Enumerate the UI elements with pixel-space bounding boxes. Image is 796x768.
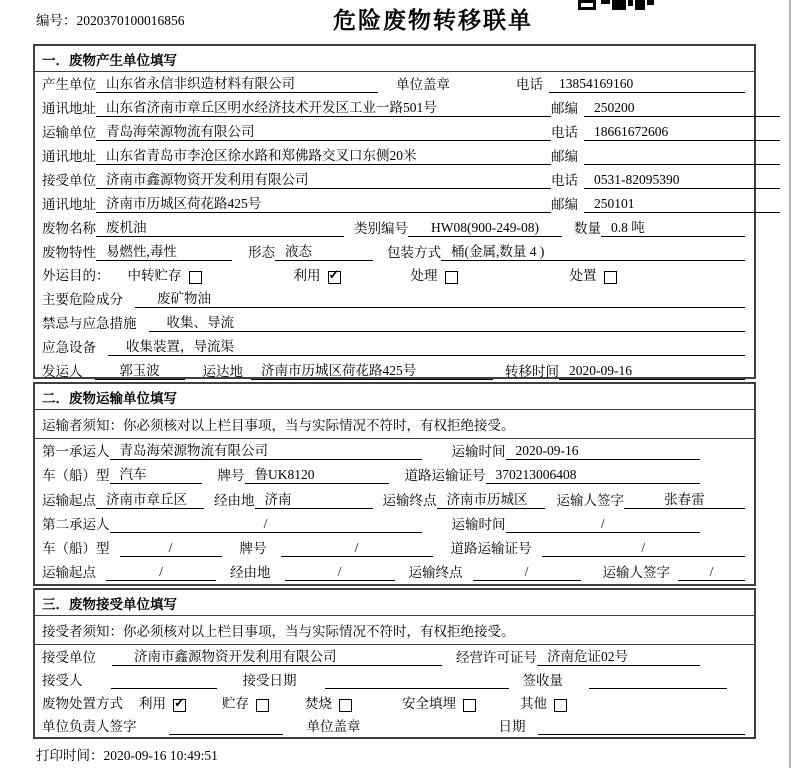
receive-person-label: 接受人: [42, 673, 83, 688]
row-shipper: [35, 359, 754, 383]
origin1-label: 运输起点: [42, 492, 96, 508]
purpose-option-label: 处置: [569, 268, 597, 283]
row-vehicle1: [35, 463, 754, 487]
disposal-option-label: 利用: [139, 696, 166, 711]
receive-date-value: [325, 673, 509, 689]
row-route2: [35, 560, 754, 584]
via2-value: /: [285, 564, 395, 581]
plate1-label: 牌号: [217, 468, 245, 484]
via2-label: 经由地: [230, 565, 271, 581]
hazard-value: 废矿物油: [135, 287, 745, 308]
print-time: [36, 744, 218, 764]
checkbox-disposal-landfill-icon: [463, 699, 476, 712]
form-value: 液态: [275, 240, 373, 261]
plate1-value: 鲁UK8120: [245, 463, 389, 484]
transporter-label: 运输单位: [42, 125, 96, 140]
receive-person-value: [111, 673, 217, 689]
purpose-option-utilize: [294, 264, 341, 284]
time1-label: 运输时间: [451, 444, 506, 460]
row-receive-person: [35, 669, 754, 692]
pack-label: 包装方式: [387, 245, 441, 260]
row-waste-name: [35, 216, 754, 240]
disposal-option-storage: [222, 692, 269, 712]
vehicle2-label: 车（船）型: [42, 540, 110, 556]
print-time-label: 打印时间：: [36, 748, 104, 763]
equip-label: 应急设备: [42, 340, 96, 355]
business-permit-value: 济南危证02号: [537, 645, 700, 666]
addr1-value: 山东省济南市章丘区明水经济技术开发区工业一路501号: [96, 96, 551, 117]
via1-value: 济南: [255, 488, 373, 509]
dest-value: 济南市历城区荷花路425号: [251, 359, 493, 380]
carrier2-value: /: [110, 516, 422, 533]
form-label: 形态: [248, 245, 275, 260]
checkbox-dispose-icon: [604, 271, 617, 284]
hazard-label: 主要危险成分: [42, 292, 123, 307]
serial-label: 编号：: [36, 13, 77, 28]
category-value: HW08(900-249-08): [408, 220, 562, 237]
addr2-label: 通讯地址: [42, 149, 96, 164]
addr3-label: 通讯地址: [42, 197, 96, 212]
purpose-option-label: 利用: [293, 268, 321, 283]
print-time-value: 2020-09-16 10:49:51: [103, 748, 218, 763]
taboo-label: 禁忌与应急措施: [42, 316, 137, 331]
receiver-notice: 接受者须知：你必须核对以上栏目事项，当与实际情况不符时，有权拒绝接受。: [35, 616, 754, 645]
responsible-sign-label: 单位负责人签字: [42, 719, 137, 734]
permit1-label: 道路运输证号: [404, 468, 486, 484]
end2-value: /: [473, 564, 581, 581]
taboo-value: 收集、导流: [149, 311, 746, 332]
via1-label: 经由地: [214, 492, 255, 508]
pack-value: 桶(金属,数量 4 ): [441, 240, 745, 261]
dest-label: 运达地: [202, 364, 243, 379]
receive-unit-value: 济南市鑫源物资开发利用有限公司: [112, 645, 442, 666]
end2-label: 运输终点: [408, 565, 463, 581]
vehicle2-value: /: [120, 540, 222, 557]
purpose-option-label: 中转贮存: [127, 268, 182, 283]
checkbox-disposal-utilize-icon: [173, 699, 186, 712]
section-receiver: [33, 588, 756, 739]
time2-label: 运输时间: [451, 516, 506, 532]
receiver-label: 接受单位: [42, 173, 96, 188]
category-label: 类别编号: [354, 221, 408, 236]
section3-header: 三．废物接受单位填写: [35, 590, 754, 616]
page-title: 危险废物转移联单: [333, 8, 533, 33]
row-hazard-components: [35, 287, 754, 311]
producer-label: 产生单位: [42, 77, 96, 92]
shipper-label: 发运人: [42, 364, 83, 379]
checkbox-disposal-incinerate-icon: [339, 699, 352, 712]
trait-label: 废物特性: [42, 245, 96, 260]
sign1-value: 张春雷: [624, 488, 745, 509]
disposal-option-label: 安全填埋: [402, 696, 456, 711]
checkbox-disposal-storage-icon: [256, 699, 269, 712]
permit2-label: 道路运输证号: [450, 540, 532, 556]
unit-seal-label: 单位盖章: [396, 77, 450, 92]
disposal-option-label: 其他: [520, 696, 547, 711]
disposal-option-label: 贮存: [222, 696, 249, 711]
receive-date-label: 接受日期: [242, 673, 297, 688]
unit-seal2-label: 单位盖章: [306, 719, 361, 734]
row-carrier1: [35, 439, 754, 463]
zip2-label: 邮编: [551, 149, 578, 164]
time2-value: /: [506, 516, 701, 533]
trait-value: 易燃性,毒性: [96, 240, 232, 261]
responsible-sign-value: [169, 719, 283, 735]
row-receiver: [35, 168, 754, 192]
origin2-label: 运输起点: [42, 565, 96, 581]
addr1-label: 通讯地址: [42, 101, 96, 116]
phone3-label: 电话: [551, 173, 578, 188]
row-receive-unit: [35, 645, 754, 669]
row-emergency-equipment: [35, 335, 754, 359]
amount-label: 签收量: [522, 673, 563, 688]
row-producer-address: [35, 96, 754, 120]
row-route1: [35, 487, 754, 511]
vehicle1-value: 汽车: [110, 463, 202, 484]
permit1-value: 370213006408: [486, 467, 701, 484]
disposal-option-utilize: [139, 692, 186, 712]
sign2-label: 运输人签字: [602, 565, 670, 581]
purpose-option-treat: [411, 264, 458, 284]
carrier2-label: 第二承运人: [42, 516, 110, 532]
plate2-value: /: [281, 540, 433, 557]
transfer-time-value: 2020-09-16: [559, 363, 745, 380]
addr3-value: 济南市历城区荷花路425号: [96, 192, 551, 213]
sign1-label: 运输人签字: [556, 492, 624, 508]
qr-code-fragment-icon: [578, 0, 654, 11]
vehicle1-label: 车（船）型: [42, 468, 110, 484]
row-purpose: [35, 264, 754, 287]
row-carrier2: [35, 512, 754, 536]
phone1-label: 电话: [516, 77, 543, 92]
waste-name-value: 废机油: [96, 216, 344, 237]
zip3-value: 250101: [584, 196, 780, 213]
zip3-label: 邮编: [551, 197, 578, 212]
checkbox-transfer-storage-icon: [189, 271, 202, 284]
row-responsible-sign: [35, 715, 754, 738]
section-producer: [33, 44, 756, 379]
zip2-value: [584, 149, 780, 165]
amount-value: [589, 673, 727, 689]
receiver-value: 济南市鑫源物资开发利用有限公司: [96, 168, 551, 189]
phone2-label: 电话: [551, 125, 578, 140]
carrier1-label: 第一承运人: [42, 444, 110, 460]
origin2-value: /: [106, 564, 216, 581]
disposal-option-incinerate: [305, 692, 352, 712]
disposal-option-label: 焚烧: [305, 696, 332, 711]
disposal-option-landfill: [402, 692, 476, 712]
receive-unit-label: 接受单位: [42, 650, 96, 665]
row-taboo-measures: [35, 311, 754, 335]
phone2-value: 18661672606: [584, 124, 780, 141]
purpose-option-label: 处理: [410, 268, 438, 283]
date2-value: [538, 719, 746, 735]
row-receiver-address: [35, 192, 754, 216]
transporter-notice: 运输者须知：你必须核对以上栏目事项，当与实际情况不符时，有权拒绝接受。: [35, 410, 754, 439]
disposal-option-other: [520, 692, 567, 712]
purpose-label: 外运目的：: [42, 268, 110, 283]
disposal-label: 废物处置方式: [42, 696, 123, 711]
transfer-time-label: 转移时间: [505, 364, 559, 379]
section1-header: 一．废物产生单位填写: [35, 46, 754, 72]
producer-value: 山东省永信非织造材料有限公司: [96, 72, 378, 93]
permit2-value: /: [542, 540, 746, 557]
page-edge-divider: [789, 0, 791, 768]
plate2-label: 牌号: [239, 540, 267, 556]
purpose-option-dispose: [570, 264, 617, 284]
business-permit-label: 经营许可证号: [456, 650, 537, 665]
addr2-value: 山东省青岛市李沧区徐水路和郑佛路交叉口东侧20米: [96, 144, 551, 165]
row-producer: [35, 72, 754, 96]
row-disposal-method: [35, 692, 754, 715]
row-vehicle2: [35, 536, 754, 560]
purpose-option-transfer-storage: [128, 264, 202, 284]
row-transporter-address: [35, 144, 754, 168]
phone3-value: 0531-82095390: [584, 172, 780, 189]
equip-value: 收集装置，导流渠: [108, 335, 745, 356]
phone1-value: 13854169160: [549, 76, 745, 93]
section2-header: 二．废物运输单位填写: [35, 384, 754, 410]
origin1-value: 济南市章丘区: [96, 488, 204, 509]
sign2-value: /: [678, 564, 745, 581]
checkbox-disposal-other-icon: [554, 699, 567, 712]
quantity-value: 0.8 吨: [601, 216, 745, 237]
serial-value: 2020370100016856: [76, 13, 185, 28]
waste-name-label: 废物名称: [42, 221, 96, 236]
checkbox-treat-icon: [445, 271, 458, 284]
time1-value: 2020-09-16: [506, 443, 701, 460]
row-transporter: [35, 120, 754, 144]
row-waste-traits: [35, 240, 754, 264]
shipper-value: 郭玉波: [95, 359, 185, 380]
date2-label: 日期: [498, 719, 526, 734]
section-transporter: [33, 382, 756, 586]
end1-label: 运输终点: [382, 492, 437, 508]
serial-number: [36, 9, 185, 29]
carrier1-value: 青岛海荣源物流有限公司: [110, 439, 422, 460]
transporter-value: 青岛海荣源物流有限公司: [96, 120, 551, 141]
checkbox-utilize-icon: [328, 271, 341, 284]
quantity-label: 数量: [574, 221, 601, 236]
zip1-label: 邮编: [551, 101, 578, 116]
end1-value: 济南市历城区: [437, 488, 545, 509]
zip1-value: 250200: [584, 100, 780, 117]
